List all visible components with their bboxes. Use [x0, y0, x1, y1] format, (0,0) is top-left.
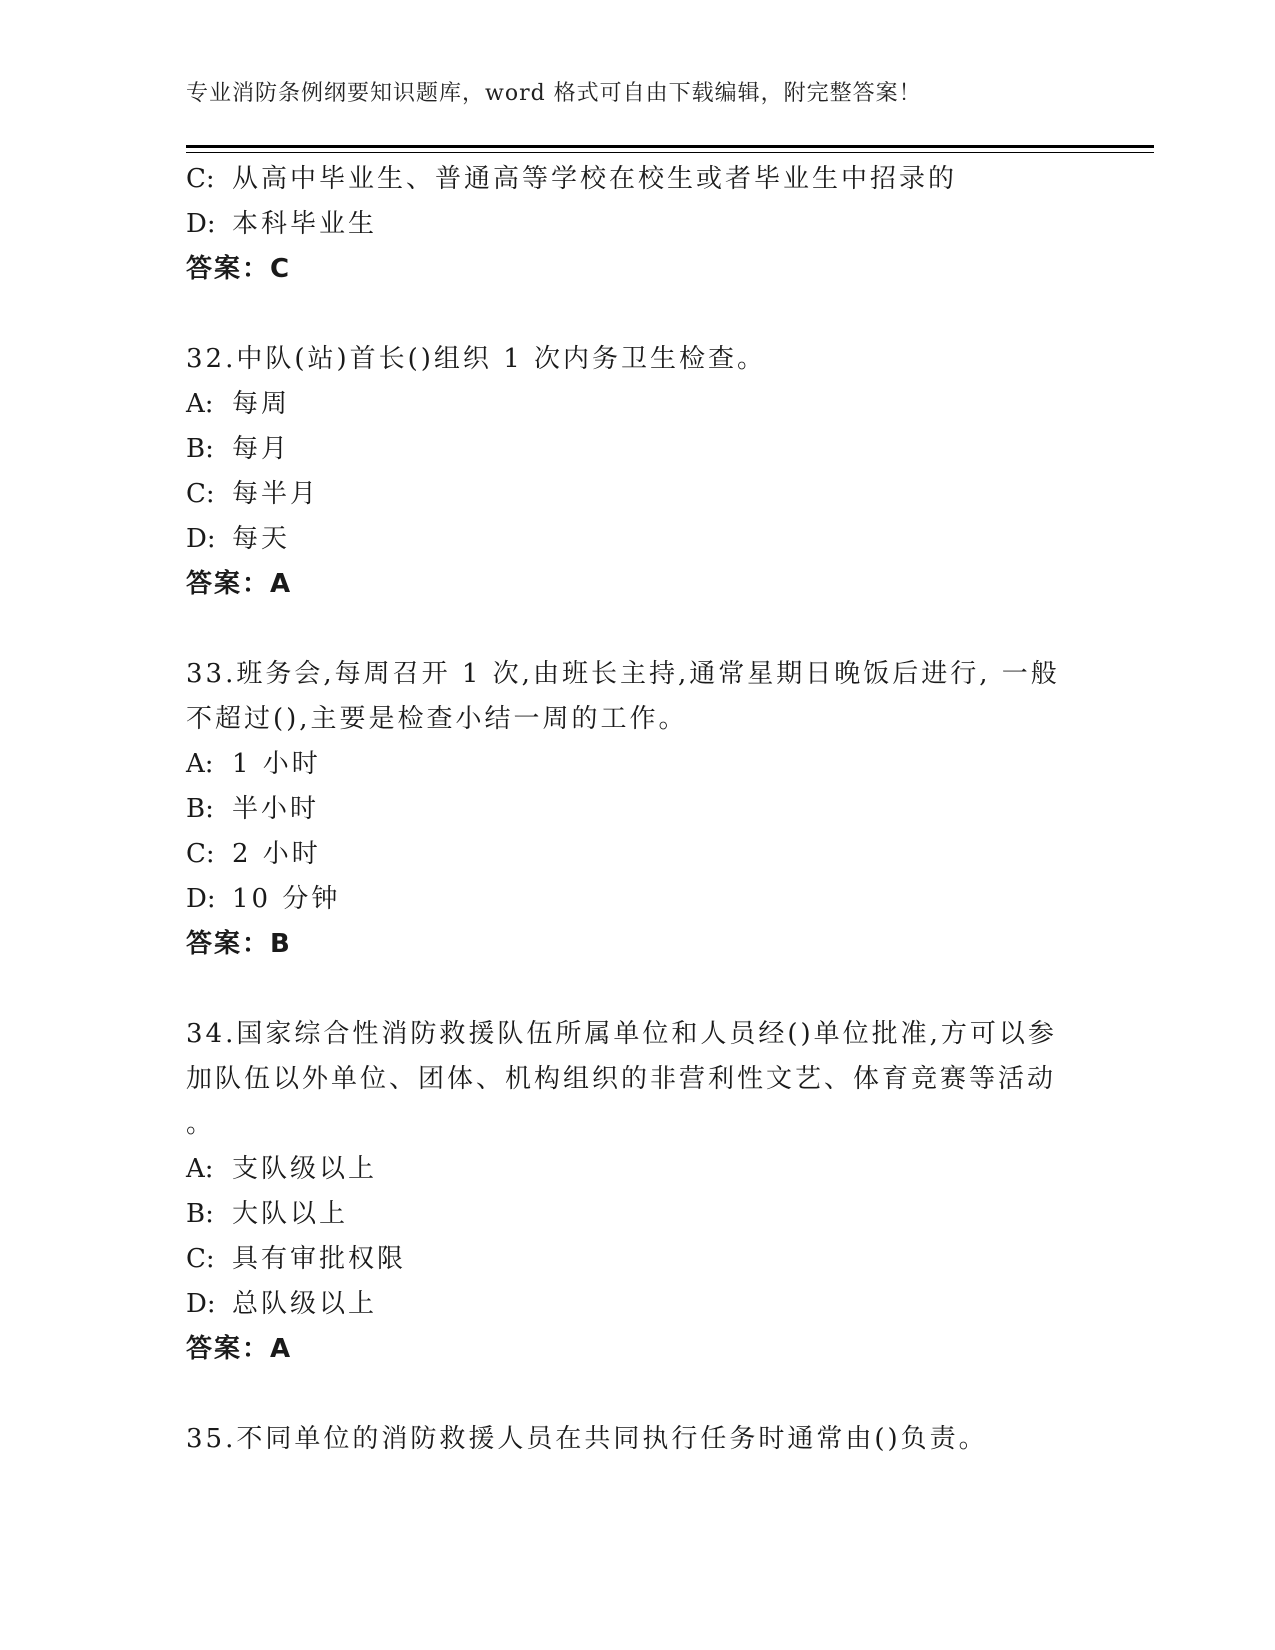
option-b [186, 1192, 1086, 1237]
option-d [186, 517, 1086, 562]
option-d [186, 877, 1086, 922]
question-32 [186, 337, 1086, 607]
option-a [186, 742, 1086, 787]
option-b [186, 787, 1086, 832]
question-35 [186, 1417, 1086, 1462]
question-stem: 33.班务会,每周召开 1 次,由班长主持,通常星期日晚饭后进行, 一般 [186, 659, 1060, 689]
spacer [186, 1372, 1086, 1417]
answer-line: 答案：A [186, 569, 293, 599]
option-text: 大队以上 [232, 1199, 349, 1229]
option-c [186, 157, 1086, 202]
spacer [186, 967, 1086, 1012]
question-stem: 34.国家综合性消防救援队伍所属单位和人员经()单位批准,方可以参 [186, 1019, 1057, 1049]
option-key: C: [186, 1244, 215, 1274]
option-key: A: [186, 749, 214, 779]
option-a [186, 382, 1086, 427]
option-d [186, 202, 1086, 247]
spacer [186, 607, 1086, 652]
option-key: A: [186, 389, 214, 419]
spacer [186, 292, 1086, 337]
question-stem: 32.中队(站)首长()组织 1 次内务卫生检查。 [186, 344, 766, 374]
question-stem: 35.不同单位的消防救援人员在共同执行任务时通常由()负责。 [186, 1424, 988, 1454]
answer-line: 答案：B [186, 929, 292, 959]
option-key: D: [186, 884, 216, 914]
option-text: 从高中毕业生、普通高等学校在校生或者毕业生中招录的 [232, 164, 958, 194]
option-key: C: [186, 479, 215, 509]
option-text: 每半月 [232, 479, 320, 509]
option-text: 具有审批权限 [232, 1244, 407, 1274]
option-a [186, 1147, 1086, 1192]
option-key: D: [186, 209, 216, 239]
answer-line: 答案：C [186, 254, 292, 284]
question-partial [186, 157, 1086, 292]
question-stem: 不超过(),主要是检查小结一周的工作。 [186, 704, 688, 734]
option-text: 总队级以上 [232, 1289, 378, 1319]
question-33 [186, 652, 1086, 967]
option-b [186, 427, 1086, 472]
header-divider [186, 145, 1154, 153]
option-key: C: [186, 164, 215, 194]
option-key: B: [186, 434, 214, 464]
option-text: 每月 [232, 434, 291, 464]
option-key: C: [186, 839, 215, 869]
option-text: 10 分钟 [232, 884, 341, 914]
question-stem: 加队伍以外单位、团体、机构组织的非营利性文艺、体育竞赛等活动 [186, 1064, 1057, 1094]
option-text: 支队级以上 [232, 1154, 378, 1184]
question-stem: 。 [186, 1109, 216, 1139]
option-key: D: [186, 1289, 216, 1319]
option-text: 每周 [232, 389, 291, 419]
option-text: 2 小时 [232, 839, 321, 869]
option-c [186, 832, 1086, 877]
answer-line: 答案：A [186, 1334, 293, 1364]
option-key: D: [186, 524, 216, 554]
option-text: 半小时 [232, 794, 320, 824]
option-text: 1 小时 [232, 749, 321, 779]
option-c [186, 1237, 1086, 1282]
option-text: 本科毕业生 [232, 209, 378, 239]
option-text: 每天 [232, 524, 291, 554]
option-key: B: [186, 1199, 214, 1229]
option-c [186, 472, 1086, 517]
page-header: 专业消防条例纲要知识题库，word 格式可自由下载编辑，附完整答案！ [186, 81, 922, 106]
question-34 [186, 1012, 1086, 1372]
question-list [186, 157, 1086, 1462]
option-key: B: [186, 794, 214, 824]
option-key: A: [186, 1154, 214, 1184]
option-d [186, 1282, 1086, 1327]
